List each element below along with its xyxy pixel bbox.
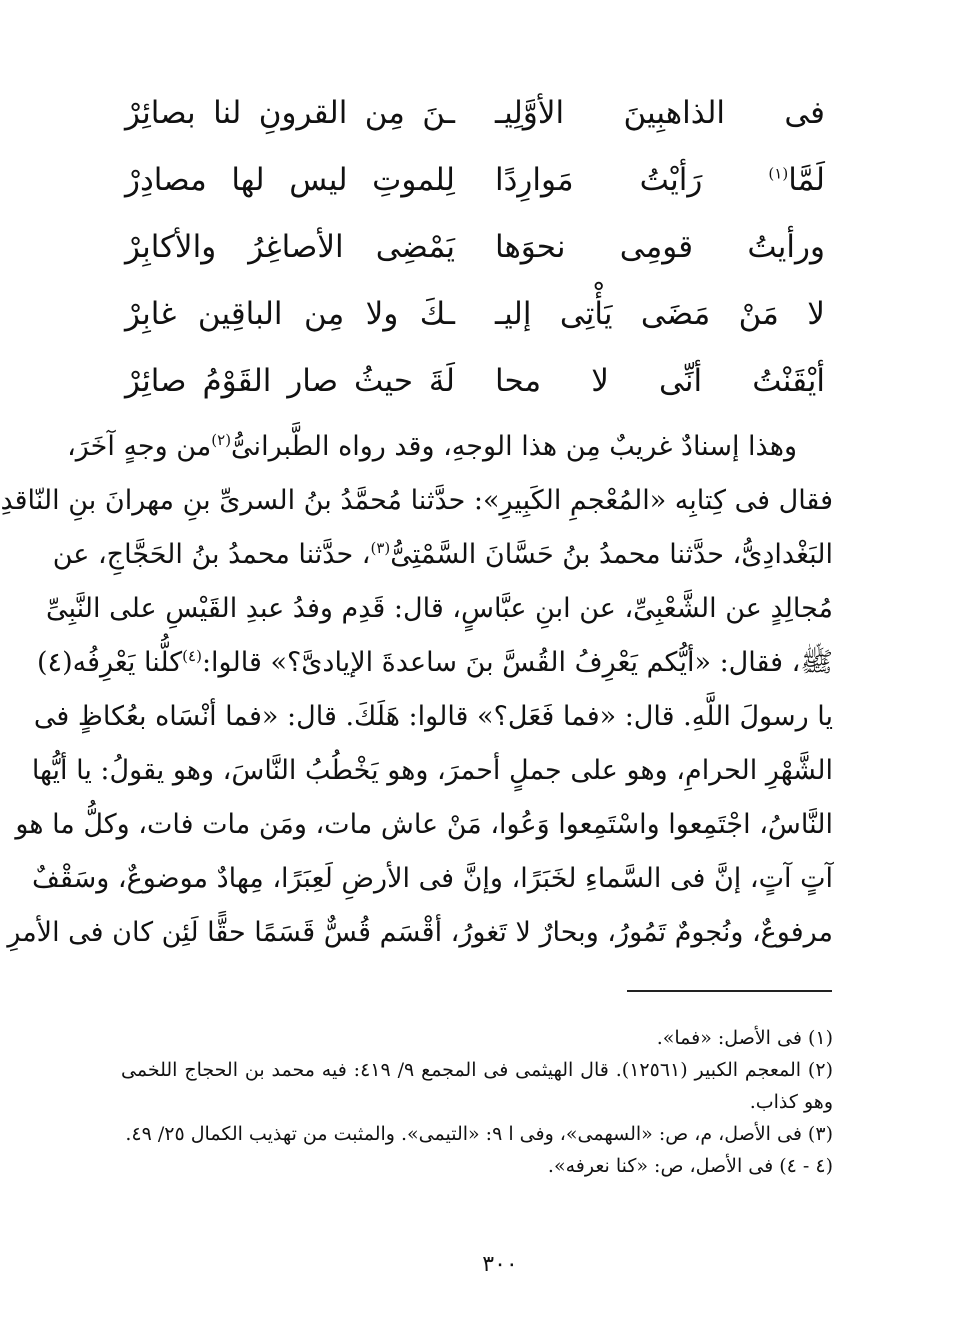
prose-text: ، حدَّثنا محمدُ بنُ الحَجَّاجِ، عن xyxy=(52,539,371,570)
prose-text: مُجالِدٍ عن الشَّعْبِىِّ، عن ابنِ عبَّاسٍ، قال: قَدِم وفدُ عبدِ القَيْسِ على النَّبِىِّ xyxy=(46,593,833,624)
verse-left-hemistich: يَمْضِى الأصاغِرُ والأكابِرْ xyxy=(125,229,455,265)
prose-text: من وجهٍ آخَرَ، xyxy=(67,431,212,462)
verse-right-hemistich: فى الذاهبِينَ الأوَّلِيـ xyxy=(495,95,825,131)
verse-right-hemistich: أيْقَنْتُ أنِّى لا محا xyxy=(495,363,825,399)
verse-text: رَأيْتُ مَوارِدًا xyxy=(495,162,769,198)
page-number: ٣٠٠ xyxy=(482,1252,518,1277)
prose-line xyxy=(37,636,833,690)
verse-3 xyxy=(125,222,825,289)
prose-line xyxy=(52,528,833,582)
prose-text: كلُّنا يَعْرِفُه(٤) xyxy=(37,647,183,678)
footnote-3: (٣) فى الأصل، م، ص: «السهمى»، وفى ا ٩: «التيمى». والمثبت من تهذيب الكمال ٢٥/ ٤٩. xyxy=(125,1123,833,1145)
verse-text: لَمَّا xyxy=(788,162,825,198)
verse-left-hemistich: ـنَ مِن القرونِ لنا بصائِرْ xyxy=(125,95,455,131)
prose-text: وهذا إسنادٌ غريبٌ مِن هذا الوجهِ، وقد رواه الطَّبرانىُّ xyxy=(231,431,797,462)
footnote-divider xyxy=(627,990,832,992)
footnote-2: (٢) المعجم الكبير (١٢٥٦١). قال الهيثمى فى المجمع ٩/ ٤١٩: فيه محمد بن الحجاج اللخمى وهو كذاب. xyxy=(121,1059,833,1113)
footnote-ref[interactable]: (٣) xyxy=(370,539,391,557)
footnote-ref[interactable]: (٢) xyxy=(211,431,232,449)
prose-line xyxy=(33,690,833,744)
verse-2 xyxy=(125,155,825,222)
prose-line xyxy=(31,744,833,798)
prose-line xyxy=(15,798,833,852)
prose-text: ﷺ، فقال: «أيُّكم يَعْرِفُ القُسَّ بنَ ساعدةَ الإيادىَّ؟» قالوا: xyxy=(201,647,833,678)
verse-right-hemistich: لا مَنْ مَضَى يَأْتِى إليـ xyxy=(495,296,825,332)
poem xyxy=(125,88,825,423)
prose-text: فقال فى كِتابِه «المُعْجمِ الكَبِيرِ»: حدَّثنا مُحمَّدُ بنُ السرىِّ بنِ مهرانَ بنِ النّاقدِ xyxy=(0,485,833,516)
prose-paragraph xyxy=(0,420,833,960)
prose-line xyxy=(32,852,833,906)
prose-line xyxy=(7,906,833,960)
prose-text: النَّاسُ، اجْتَمِعوا واسْتَمِعوا وَعُوا، مَنْ عاش مات، ومَن مات فات، وكلُّ ما هو xyxy=(15,809,833,840)
prose-line xyxy=(67,420,833,474)
verse-left-hemistich: لِلموتِ ليس لها مصادِرْ xyxy=(125,162,455,198)
footnote-ref[interactable]: (١) xyxy=(768,164,789,183)
verse-left-hemistich: ـكَ ولا مِن الباقِين غابِرْ xyxy=(125,296,455,332)
prose-text: آتٍ آتٍ، إنَّ فى السَّماءِ لخَبَرًا، وإنَّ فى الأرضِ لَعِبَرًا، مِهادٌ موضوعٌ، وسَقْفٌ xyxy=(32,863,833,894)
prose-text: يا رسولَ اللَّهِ. قال: «فما فَعَل؟» قالوا: هَلَكَ. قال: «فما أنْسَاه بعُكاظٍ فى xyxy=(33,701,833,732)
verse-1 xyxy=(125,88,825,155)
footnote-ref[interactable]: (٤) xyxy=(182,647,202,665)
prose-line xyxy=(0,474,833,528)
verse-right-hemistich xyxy=(495,155,825,222)
footnote-1: (١) فى الأصل: «فما». xyxy=(656,1027,833,1049)
verse-5 xyxy=(125,356,825,423)
prose-text: الشَّهْرِ الحرامِ، وهو على جملٍ أحمرَ، وهو يَخْطُبُ النَّاسَ، وهو يقولُ: يا أيُّها xyxy=(31,755,833,786)
footnote-4: (٤ - ٤) فى الأصل، ص: «كنا نعرفه». xyxy=(547,1155,833,1177)
footnotes xyxy=(121,1022,833,1182)
verse-right-hemistich: ورأيتُ قومِى نحوَها xyxy=(495,229,825,265)
prose-text: مرفوعٌ، ونُجومٌ تَمُورُ، وبحارٌ لا تَغورُ، أقْسَم قُسٌّ قَسَمًا حقًّا لَئِن كان فى الأمرِ xyxy=(7,917,833,948)
verse-left-hemistich: لَةَ حيثُ صار القَوْمُ صائِرْ xyxy=(125,363,455,399)
prose-text: البَغْدادِىُّ، حدَّثنا محمدُ بنُ حَسَّانَ السَّمْتِىُّ xyxy=(390,539,833,570)
verse-4 xyxy=(125,289,825,356)
prose-line xyxy=(46,582,833,636)
